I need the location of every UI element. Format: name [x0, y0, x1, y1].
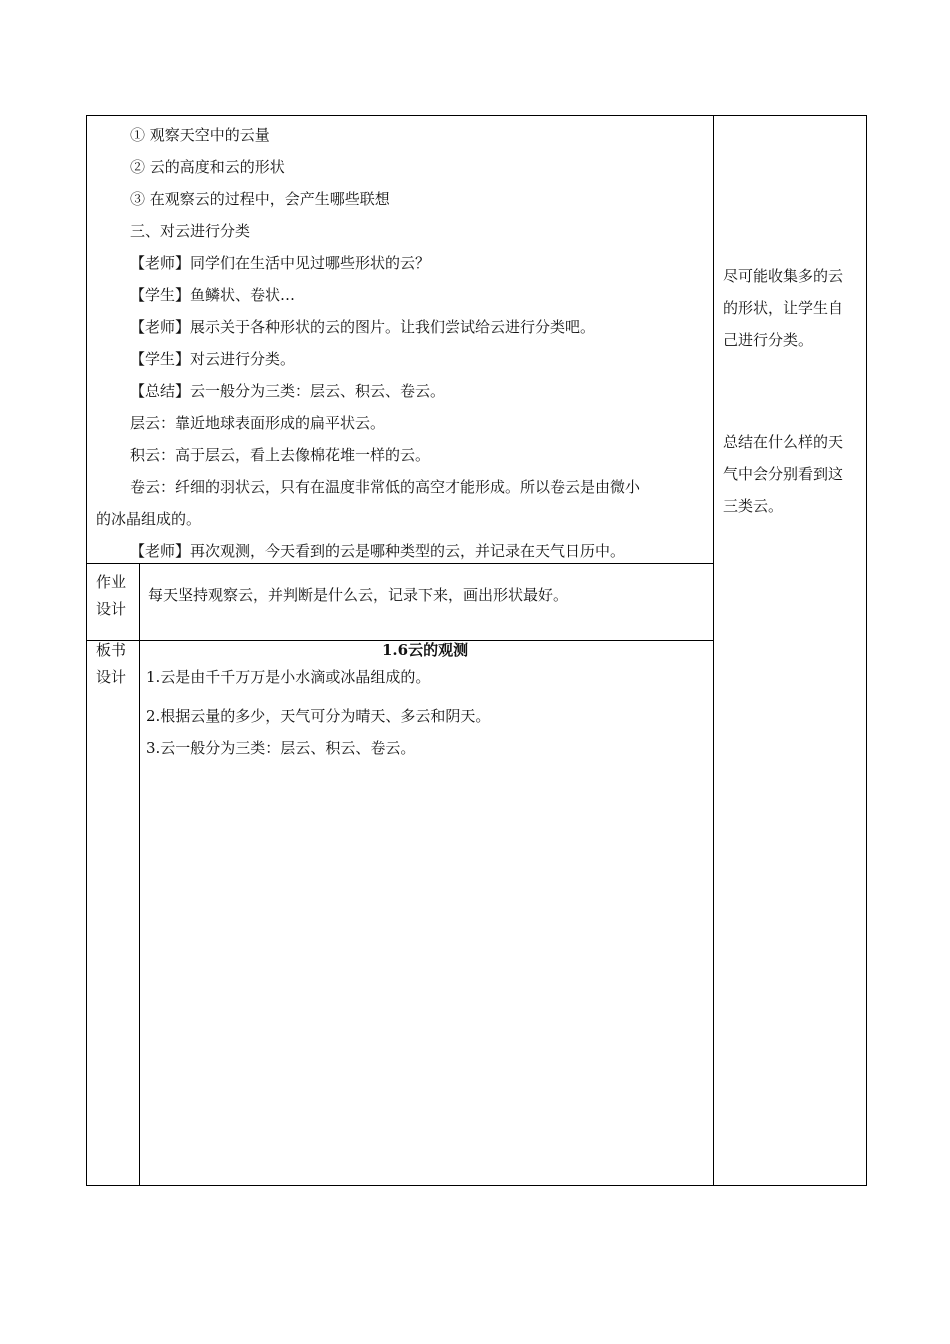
- main-line-6: 【学生】鱼鳞状、卷状…: [130, 286, 296, 304]
- note2-line-2: 气中会分别看到这: [723, 465, 844, 483]
- main-line-9: 【总结】云一般分为三类：层云、积云、卷云。: [130, 382, 446, 400]
- main-line-14: 【老师】再次观测，今天看到的云是哪种类型的云，并记录在天气日历中。: [130, 542, 626, 560]
- main-line-2: ② 云的高度和云的形状: [130, 158, 285, 176]
- main-line-11: 积云：高于层云，看上去像棉花堆一样的云。: [130, 446, 431, 464]
- main-line-4: 三、对云进行分类: [130, 222, 251, 240]
- main-line-7: 【老师】展示关于各种形状的云的图片。让我们尝试给云进行分类吧。: [130, 318, 596, 336]
- main-line-8: 【学生】对云进行分类。: [130, 350, 296, 368]
- board-item-2: 2.根据云量的多少，天气可分为晴天、多云和阴天。: [146, 707, 491, 725]
- main-line-1: ① 观察天空中的云量: [130, 126, 270, 144]
- table-top-border: [86, 115, 867, 116]
- main-line-5: 【老师】同学们在生活中见过哪些形状的云？: [130, 254, 431, 272]
- label-column-divider: [139, 563, 140, 1186]
- main-line-12: 卷云：纤细的羽状云，只有在温度非常低的高空才能形成。所以卷云是由微小: [130, 478, 641, 496]
- note1-line-2: 的形状，让学生自: [723, 299, 844, 317]
- board-item-1: 1.云是由千千万万是小水滴或冰晶组成的。: [146, 668, 431, 686]
- homework-content: 每天坚持观察云，并判断是什么云，记录下来，画出形状最好。: [148, 586, 569, 604]
- board-item-3: 3.云一般分为三类：层云、积云、卷云。: [146, 739, 416, 757]
- main-line-3: ③ 在观察云的过程中，会产生哪些联想: [130, 190, 390, 208]
- homework-label-2: 设计: [96, 600, 127, 618]
- notes-column-divider: [713, 115, 714, 1186]
- main-line-10: 层云：靠近地球表面形成的扁平状云。: [130, 414, 386, 432]
- note2-line-1: 总结在什么样的天: [723, 433, 844, 451]
- note1-line-1: 尽可能收集多的云: [723, 267, 844, 285]
- homework-label-1: 作业: [96, 573, 127, 591]
- table-left-border: [86, 115, 87, 1186]
- board-label-1: 板书: [96, 641, 127, 659]
- note2-line-3: 三类云。: [723, 497, 784, 515]
- table-bottom-border: [86, 1185, 867, 1186]
- table-right-border: [866, 115, 867, 1186]
- board-title: 1.6云的观测: [382, 641, 469, 659]
- row-divider-homework: [86, 563, 714, 564]
- note1-line-3: 己进行分类。: [723, 331, 814, 349]
- board-label-2: 设计: [96, 668, 127, 686]
- main-line-13: 的冰晶组成的。: [96, 510, 202, 528]
